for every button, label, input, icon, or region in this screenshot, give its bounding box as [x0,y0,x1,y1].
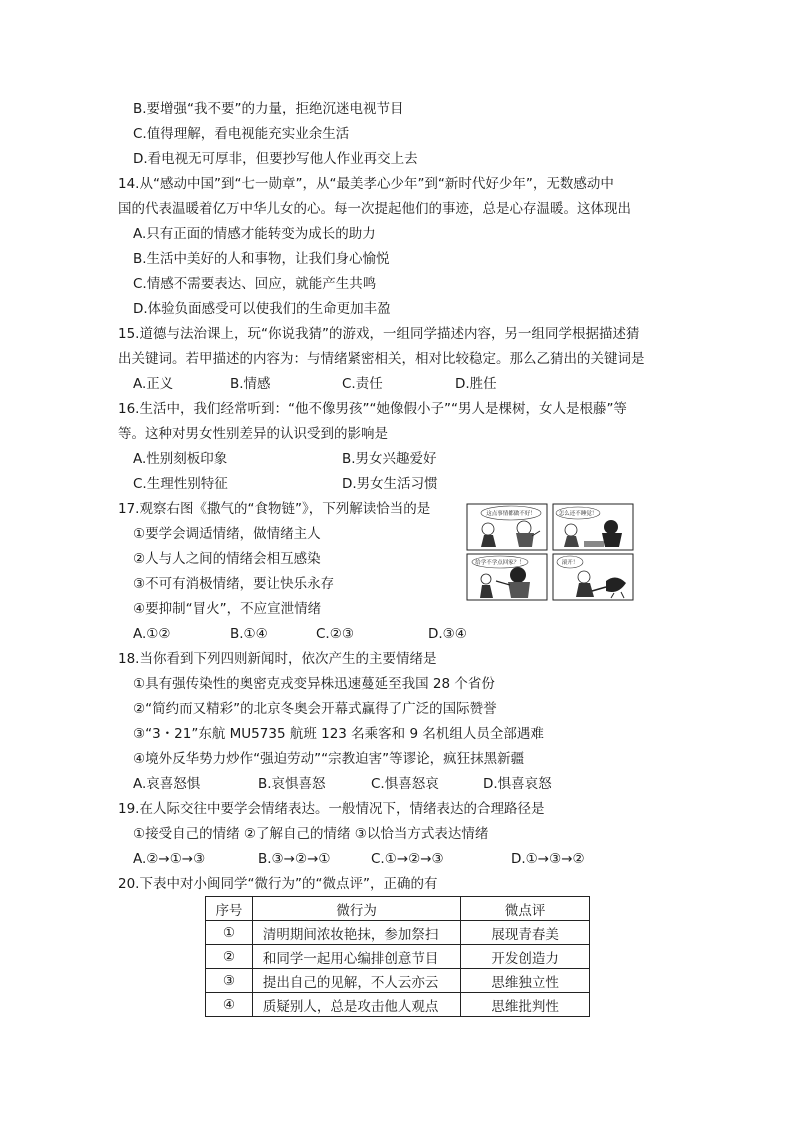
table-cell: ④ [206,993,253,1017]
table-cell: 质疑别人，总是攻击他人观点 [252,993,460,1017]
comic-panel-3 [467,554,547,600]
q17-item-4: ④要抑制“冒火”，不应宣泄情绪 [133,601,322,617]
q16-option-d: D.男女生活习惯 [342,476,438,492]
q19-items: ①接受自己的情绪 ②了解自己的情绪 ③以恰当方式表达情绪 [133,826,489,842]
q17-item-2: ②人与人之间的情绪会相互感染 [133,551,321,567]
q13-option-c: C.值得理解，看电视能充实业余生活 [133,126,350,142]
table-cell: 清明期间浓妆艳抹，参加祭扫 [252,921,460,945]
q18-item-1: ①具有强传染性的奥密克戎变异株迅速蔓延至我国 28 个省份 [133,676,495,692]
comic-panel-4 [553,554,633,600]
table-row [206,993,590,1017]
q14-option-b: B.生活中美好的人和事物，让我们身心愉悦 [133,251,390,267]
comic-caption-3: 给学不学点回家？！ [475,560,525,566]
table-cell: 思维独立性 [461,969,590,993]
table-header-cell: 序号 [206,897,253,921]
q13-option-d: D.看电视无可厚非，但要抄写他人作业再交上去 [133,151,418,167]
q17-stem: 17.观察右图《撒气的“食物链”》，下列解读恰当的是 [118,501,431,517]
table-row [206,969,590,993]
table-row [206,945,590,969]
table-cell: 思维批判性 [461,993,590,1017]
q18-option-b: B.哀惧喜怒 [258,776,326,792]
comic-caption-1: 这点事情都做不好！ [486,511,536,517]
comic-strip-figure [466,503,634,601]
table-cell: 展现青春美 [461,921,590,945]
q19-option-b: B.③→②→① [258,851,331,867]
q18-item-2: ②“简约而又精彩”的北京冬奥会开幕式赢得了广泛的国际赞誉 [133,701,497,717]
q16-option-a: A.性别刻板印象 [133,451,228,467]
q19-option-c: C.①→②→③ [371,851,444,867]
q16-option-b: B.男女兴趣爱好 [342,451,437,467]
comic-caption-4: 滚开！ [561,560,579,566]
micro-behavior-table [205,896,590,1017]
q15-stem-line1: 15.道德与法治课上，玩“你说我猜”的游戏，一组同学描述内容，另一组同学根据描述猜 [118,326,640,342]
q14-option-a: A.只有正面的情感才能转变为成长的助力 [133,226,376,242]
q14-stem-line1: 14.从“感动中国”到“七一勋章”，从“最美孝心少年”到“新时代好少年”，无数感动中 [118,176,614,192]
q17-item-1: ①要学会调适情绪，做情绪主人 [133,526,321,542]
q20-stem: 20.下表中对小闽同学“微行为”的“微点评”，正确的有 [118,876,438,892]
table-header-cell: 微行为 [252,897,460,921]
q17-option-d: D.③④ [428,626,467,642]
table-cell: ③ [206,969,253,993]
q15-option-b: B.情感 [230,376,271,392]
q18-option-a: A.哀喜怒惧 [133,776,201,792]
table-header-cell: 微点评 [461,897,590,921]
q17-item-3: ③不可有消极情绪，要让快乐永存 [133,576,335,592]
q14-stem-line2: 国的代表温暖着亿万中华儿女的心。每一次提起他们的事迹，总是心存温暖。这体现出 [118,201,631,217]
comic-panel-2 [553,504,633,550]
q17-option-a: A.①② [133,626,171,642]
q18-item-4: ④境外反华势力炒作“强迫劳动”“宗教迫害”等谬论，疯狂抹黑新疆 [133,751,525,767]
comic-panel-1 [467,504,547,550]
comic-caption-2: 怎么还不睡觉！ [558,511,598,517]
q15-option-d: D.胜任 [455,376,497,392]
q18-stem: 18.当你看到下列四则新闻时，依次产生的主要情绪是 [118,651,437,667]
table-cell: 提出自己的见解，不人云亦云 [252,969,460,993]
q15-stem-line2: 出关键词。若甲描述的内容为：与情绪紧密相关，相对比较稳定。那么乙猜出的关键词是 [118,351,645,367]
q16-stem-line2: 等。这种对男女性别差异的认识受到的影响是 [118,426,388,442]
q18-item-3: ③“3・21”东航 MU5735 航班 123 名乘客和 9 名机组人员全部遇难 [133,726,544,742]
q19-option-a: A.②→①→③ [133,851,206,867]
q15-option-c: C.责任 [342,376,383,392]
q18-option-d: D.惧喜哀怒 [483,776,552,792]
q19-stem: 19.在人际交往中要学会情绪表达。一般情况下，情绪表达的合理路径是 [118,801,545,817]
table-row [206,921,590,945]
table-cell: 开发创造力 [461,945,590,969]
q17-option-b: B.①④ [230,626,268,642]
q16-stem-line1: 16.生活中，我们经常听到：“他不像男孩”“她像假小子”“男人是棵树，女人是根藤”等 [118,401,627,417]
q16-option-c: C.生理性别特征 [133,476,228,492]
q17-option-c: C.②③ [316,626,354,642]
table-cell: ② [206,945,253,969]
table-header-row [206,897,590,921]
q13-option-b: B.要增强“我不要”的力量，拒绝沉迷电视节目 [133,101,404,117]
q18-option-c: C.惧喜怒哀 [371,776,439,792]
q14-option-d: D.体验负面感受可以使我们的生命更加丰盈 [133,301,391,317]
q15-option-a: A.正义 [133,376,174,392]
q19-option-d: D.①→③→② [511,851,585,867]
q14-option-c: C.情感不需要表达、回应，就能产生共鸣 [133,276,377,292]
table-cell: ① [206,921,253,945]
table-cell: 和同学一起用心编排创意节目 [252,945,460,969]
